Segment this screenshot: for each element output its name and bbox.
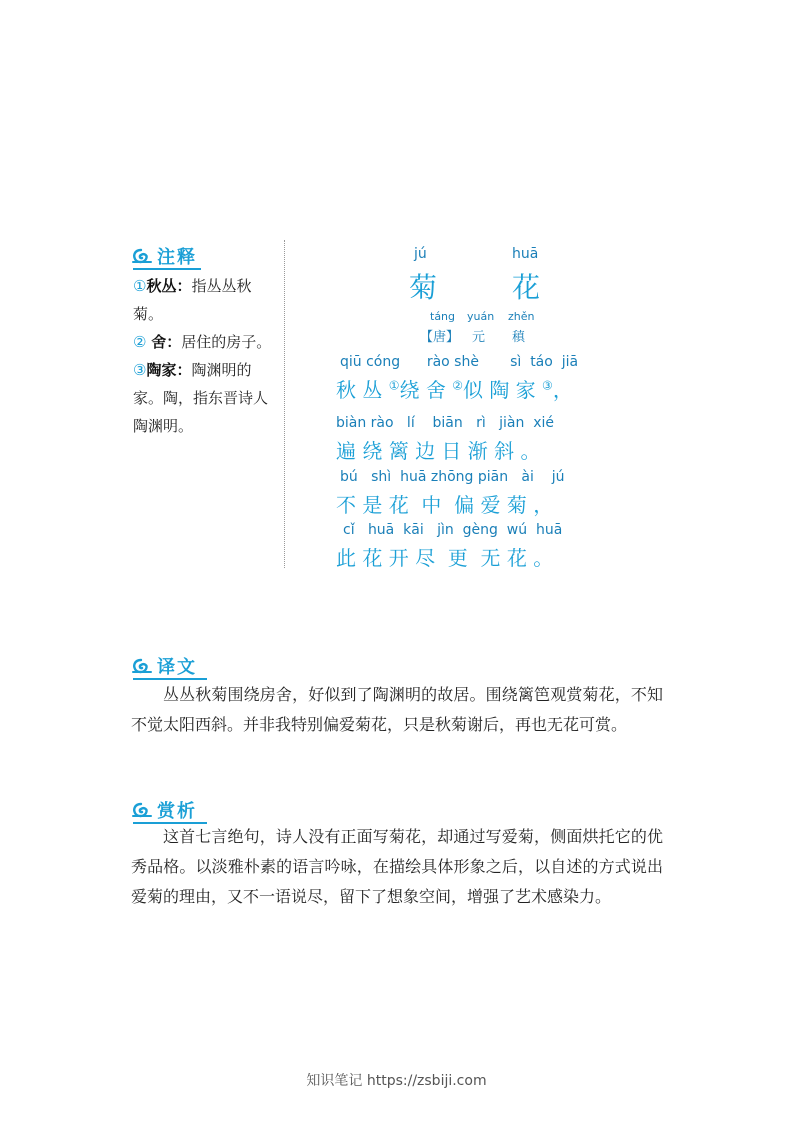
poem-line-2: 遍 绕 篱 边 日 渐 斜 。 bbox=[336, 439, 541, 463]
line-3-pinyin: bú shì huā zhōng piān ài jú bbox=[340, 469, 565, 485]
author-pinyin-1: táng bbox=[430, 310, 456, 323]
author-name-2: 稹 bbox=[512, 330, 526, 345]
note-item: ①秋丛：指丛丛秋菊。 bbox=[133, 277, 252, 323]
note-item: ③陶家：陶渊明的家。陶，指东晋诗人陶渊明。 bbox=[133, 361, 269, 435]
line-1-pinyin: qiū cóng rào shè sì táo jiā bbox=[340, 354, 579, 370]
swirl-icon bbox=[131, 657, 153, 675]
poem-line-1: 秋 丛 ①绕 舍 ②似 陶 家 ③， bbox=[336, 378, 573, 402]
column-divider bbox=[284, 240, 285, 568]
poem-line-4: 此 花 开 尽 更 无 花 。 bbox=[336, 546, 554, 570]
translation-heading bbox=[131, 653, 197, 679]
translation-title: 译文 bbox=[157, 657, 197, 678]
author-name-1: 元 bbox=[472, 330, 486, 345]
notes-title: 注释 bbox=[157, 247, 197, 268]
line-2-pinyin: biàn rào lí biān rì jiàn xié bbox=[336, 415, 555, 431]
notes-list bbox=[133, 272, 273, 440]
swirl-icon bbox=[131, 247, 153, 265]
author-dynasty: 【唐】 bbox=[420, 330, 460, 345]
author-pinyin-2: yuán bbox=[467, 310, 495, 323]
appreciation-title: 赏析 bbox=[157, 801, 197, 822]
title-char-1: 菊 bbox=[409, 271, 438, 304]
author-pinyin-3: zhěn bbox=[508, 310, 535, 323]
translation-text: 丛丛秋菊围绕房舍，好似到了陶渊明的故居。围绕篱笆观赏菊花，不知不觉太阳西斜。并非我特别偏爱菊花，只是秋菊谢后，再也无花可赏。 bbox=[131, 685, 663, 734]
swirl-icon bbox=[131, 801, 153, 819]
notes-underline bbox=[133, 268, 201, 270]
poem-line-3: 不 是 花 中 偏 爱 菊 ， bbox=[336, 493, 554, 517]
notes-heading bbox=[131, 243, 197, 269]
appreciation-heading bbox=[131, 797, 197, 823]
title-pinyin-1: jú bbox=[414, 246, 427, 262]
title-pinyin-2: huā bbox=[512, 246, 539, 262]
appreciation-text: 这首七言绝句，诗人没有正面写菊花，却通过写爱菊，侧面烘托它的优秀品格。以淡雅朴素的语言吟咏，在描绘具体形象之后，以自述的方式说出爱菊的理由，又不一语说尽，留下了想象空间，增强了艺术感染力。 bbox=[131, 827, 663, 906]
line-4-pinyin: cǐ huā kāi jìn gèng wú huā bbox=[343, 522, 563, 538]
title-char-2: 花 bbox=[512, 271, 541, 304]
footer-watermark: 知识笔记 https://zsbiji.com bbox=[306, 1073, 487, 1089]
note-item: ② 舍：居住的房子。 bbox=[133, 333, 272, 351]
